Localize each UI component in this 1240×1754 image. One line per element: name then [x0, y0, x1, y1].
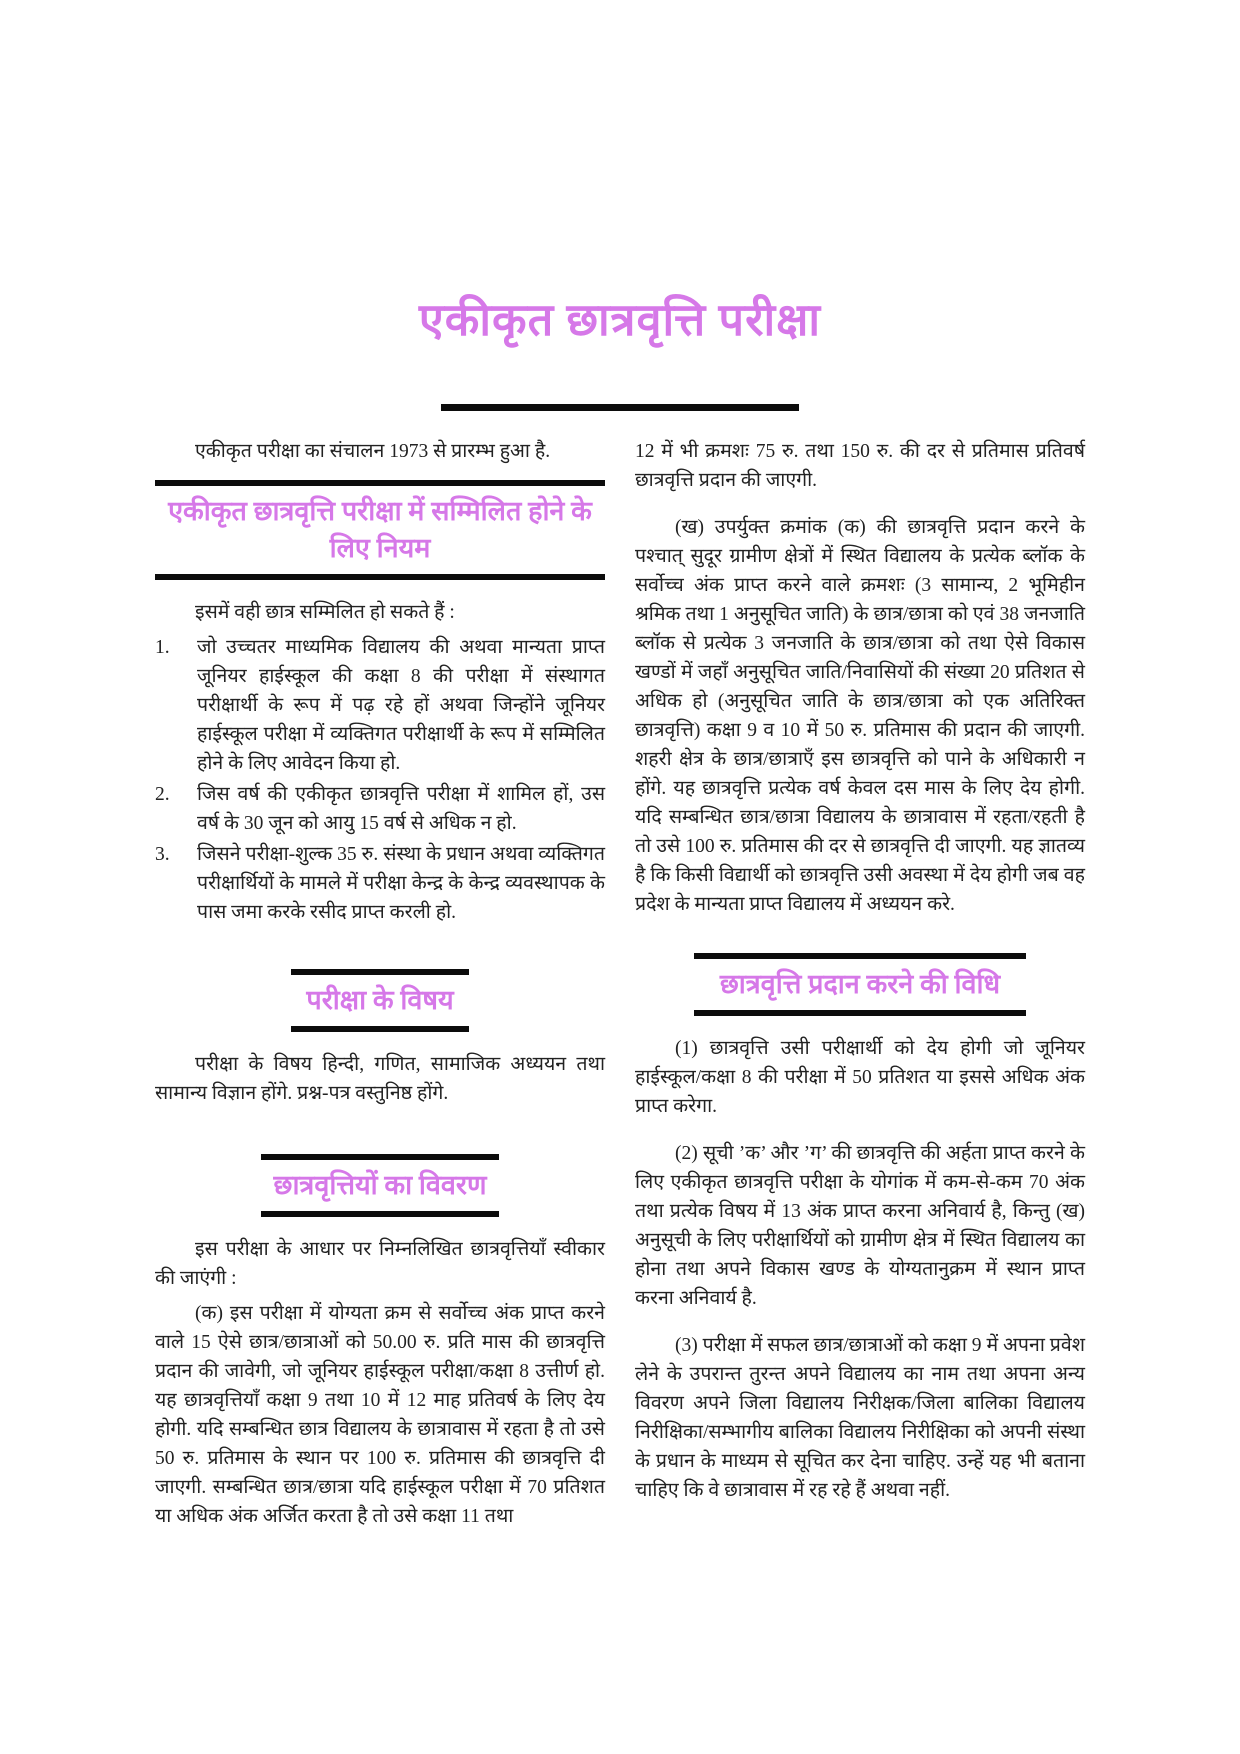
- section-heading-details: छात्रवृत्तियों का विवरण: [273, 1170, 487, 1201]
- heading-top-rule: [291, 969, 469, 975]
- list-item-number: 3.: [155, 844, 170, 866]
- heading-bottom-rule: [694, 1010, 1026, 1016]
- heading-top-rule: [261, 1154, 499, 1160]
- details-paragraph-kha: (ख) उपर्युक्त क्रमांक (क) की छात्रवृत्ति प्रदान करने के पश्चात् सुदूर ग्रामीण क्षेत्रों में स्थित विद्यालय के प्रत्येक ब्लॉक के सर्वोच्च अंक प्राप्त करने वाले क्रमशः (3 सामान्य, 2 भूमिहीन श्रमिक तथा 1 अनुसूचित जाति) के छात्र/छात्रा को एवं 38 जनजाति ब्लॉक से प्रत्येक 3 जनजाति के छात्र/छात्रा को तथा ऐसे विकास खण्डों में जहाँ अनुसूचित जाति/निवासियों की संख्या 20 प्रतिशत से अधिक हो (अनुसूचित जाति के छात्र/छात्रा को एक अतिरिक्त छात्रवृत्ति) कक्षा 9 व 10 में 50 रु. प्रतिमास की प्रदान की जाएगी. शहरी क्षेत्र के छात्र/छात्राएँ इस छात्रवृत्ति को पाने के अधिकारी न होंगे. यह छात्रवृत्ति प्रत्येक वर्ष केवल दस मास के लिए देय होगी. यदि सम्बन्धित छात्र/छात्रा विद्यालय के छात्रावास में रहता/रहती है तो उसे 100 रु. प्रतिमास की दर से छात्रवृत्ति दी जाएगी. यह ज्ञातव्य है कि किसी विद्यार्थी को छात्रवृत्ति उसी अवस्था में देय होगी जब वह प्रदेश के मान्यता प्राप्त विद्यालय में अध्ययन करे.: [635, 517, 1085, 916]
- intro-paragraph: एकीकृत परीक्षा का संचालन 1973 से प्रारम्भ हुआ है.: [195, 441, 551, 463]
- section-heading-eligibility: एकीकृत छात्रवृत्ति परीक्षा में सम्मिलित होने के लिए नियम: [168, 496, 592, 564]
- details-heading-block: [155, 1154, 605, 1217]
- list-item-text: जिसने परीक्षा-शुल्क 35 रु. संस्था के प्रधान अथवा व्यक्तिगत परीक्षार्थियों के मामले में परीक्षा केन्द्र के केन्द्र व्यवस्थापक के पास जमा करके रसीद प्राप्त करली हो.: [197, 844, 605, 924]
- eligibility-heading-block: [155, 480, 605, 580]
- details-paragraph-ka: (क) इस परीक्षा में योग्यता क्रम से सर्वोच्च अंक प्राप्त करने वाले 15 ऐसे छात्र/छात्राओं को 50.00 रु. प्रति मास की छात्रवृत्ति प्रदान की जावेगी, जो जूनियर हाईस्कूल परीक्षा/कक्षा 8 उत्तीर्ण हो. यह छात्रवृत्तियाँ कक्षा 9 तथा 10 में 12 माह प्रतिवर्ष के लिए देय होगी. यदि सम्बन्धित छात्र विद्यालय के छात्रावास में रहता है तो उसे 50 रु. प्रतिमास के स्थान पर 100 रु. प्रतिमास की छात्रवृत्ति दी जाएगी. सम्बन्धित छात्र/छात्रा यदि हाईस्कूल परीक्षा में 70 प्रतिशत या अधिक अंक अर्जित करता है तो उसे कक्षा 11 तथा: [155, 1303, 605, 1528]
- eligibility-lead: इसमें वही छात्र सम्मिलित हो सकते हैं :: [195, 602, 455, 624]
- details-lead: इस परीक्षा के आधार पर निम्नलिखित छात्रवृत्तियाँ स्वीकार की जाएंगी :: [155, 1239, 605, 1290]
- right-column: [635, 437, 1085, 1544]
- title-underline-rule: [441, 404, 799, 411]
- list-item: [155, 633, 605, 778]
- subjects-paragraph: परीक्षा के विषय हिन्दी, गणित, सामाजिक अध्ययन तथा सामान्य विज्ञान होंगे. प्रश्न-पत्र वस्तुनिष्ठ होंगे.: [155, 1054, 605, 1105]
- heading-bottom-rule: [291, 1026, 469, 1032]
- subjects-heading-block: [155, 969, 605, 1032]
- heading-bottom-rule: [155, 574, 605, 580]
- left-column: [155, 437, 605, 1544]
- method-point-1: (1) छात्रवृत्ति उसी परीक्षार्थी को देय होगी जो जूनियर हाईस्कूल/कक्षा 8 की परीक्षा में 50 प्रतिशत या इससे अधिक अंक प्राप्त करेगा.: [635, 1038, 1085, 1118]
- section-heading-subjects: परीक्षा के विषय: [306, 985, 454, 1016]
- list-item-number: 1.: [155, 637, 170, 659]
- continuation-paragraph: 12 में भी क्रमशः 75 रु. तथा 150 रु. की दर से प्रतिमास प्रतिवर्ष छात्रवृत्ति प्रदान की जाएगी.: [635, 441, 1085, 492]
- heading-top-rule: [155, 480, 605, 486]
- heading-bottom-rule: [261, 1211, 499, 1217]
- list-item: [155, 840, 605, 927]
- method-heading-block: [635, 953, 1085, 1016]
- two-column-layout: [155, 437, 1085, 1544]
- list-item-number: 2.: [155, 784, 170, 806]
- page-title: एकीकृत छात्रवृत्ति परीक्षा: [418, 295, 822, 345]
- list-item-text: जिस वर्ष की एकीकृत छात्रवृत्ति परीक्षा में शामिल हों, उस वर्ष के 30 जून को आयु 15 वर्ष से अधिक न हो.: [197, 784, 605, 835]
- eligibility-rules-list: [155, 633, 605, 927]
- heading-top-rule: [694, 953, 1026, 959]
- method-point-3: (3) परीक्षा में सफल छात्र/छात्राओं को कक्षा 9 में अपना प्रवेश लेने के उपरान्त तुरन्त अपने विद्यालय का नाम तथा अपना अन्य विवरण अपने जिला विद्यालय निरीक्षक/जिला बालिका विद्यालय निरीक्षिका/सम्भागीय बालिका विद्यालय निरीक्षिका को अपनी संस्था के प्रधान के माध्यम से सूचित कर देना चाहिए. उन्हें यह भी बताना चाहिए कि वे छात्रावास में रह रहे हैं अथवा नहीं.: [635, 1335, 1085, 1502]
- method-point-2: (2) सूची ’क’ और ’ग’ की छात्रवृत्ति की अर्हता प्राप्त करने के लिए एकीकृत छात्रवृत्ति परीक्षा के योगांक में कम-से-कम 70 अंक तथा प्रत्येक विषय में 13 अंक प्राप्त करना अनिवार्य है, किन्तु (ख) अनुसूची के लिए परीक्षार्थियों को ग्रामीण क्षेत्र में स्थित विद्यालय का होना तथा अपने विकास खण्ड के योग्यतानुक्रम में स्थान प्राप्त करना अनिवार्य है.: [635, 1143, 1085, 1310]
- list-item: [155, 780, 605, 838]
- list-item-text: जो उच्चतर माध्यमिक विद्यालय की अथवा मान्यता प्राप्त जूनियर हाईस्कूल की कक्षा 8 की परीक्षा में संस्थागत परीक्षार्थी के रूप में पढ़ रहे हों अथवा जिन्होंने जूनियर हाईस्कूल परीक्षा में व्यक्तिगत परीक्षार्थी के रूप में सम्मिलित होने के लिए आवेदन किया हो.: [197, 637, 605, 775]
- section-heading-method: छात्रवृत्ति प्रदान करने की विधि: [719, 969, 1001, 1000]
